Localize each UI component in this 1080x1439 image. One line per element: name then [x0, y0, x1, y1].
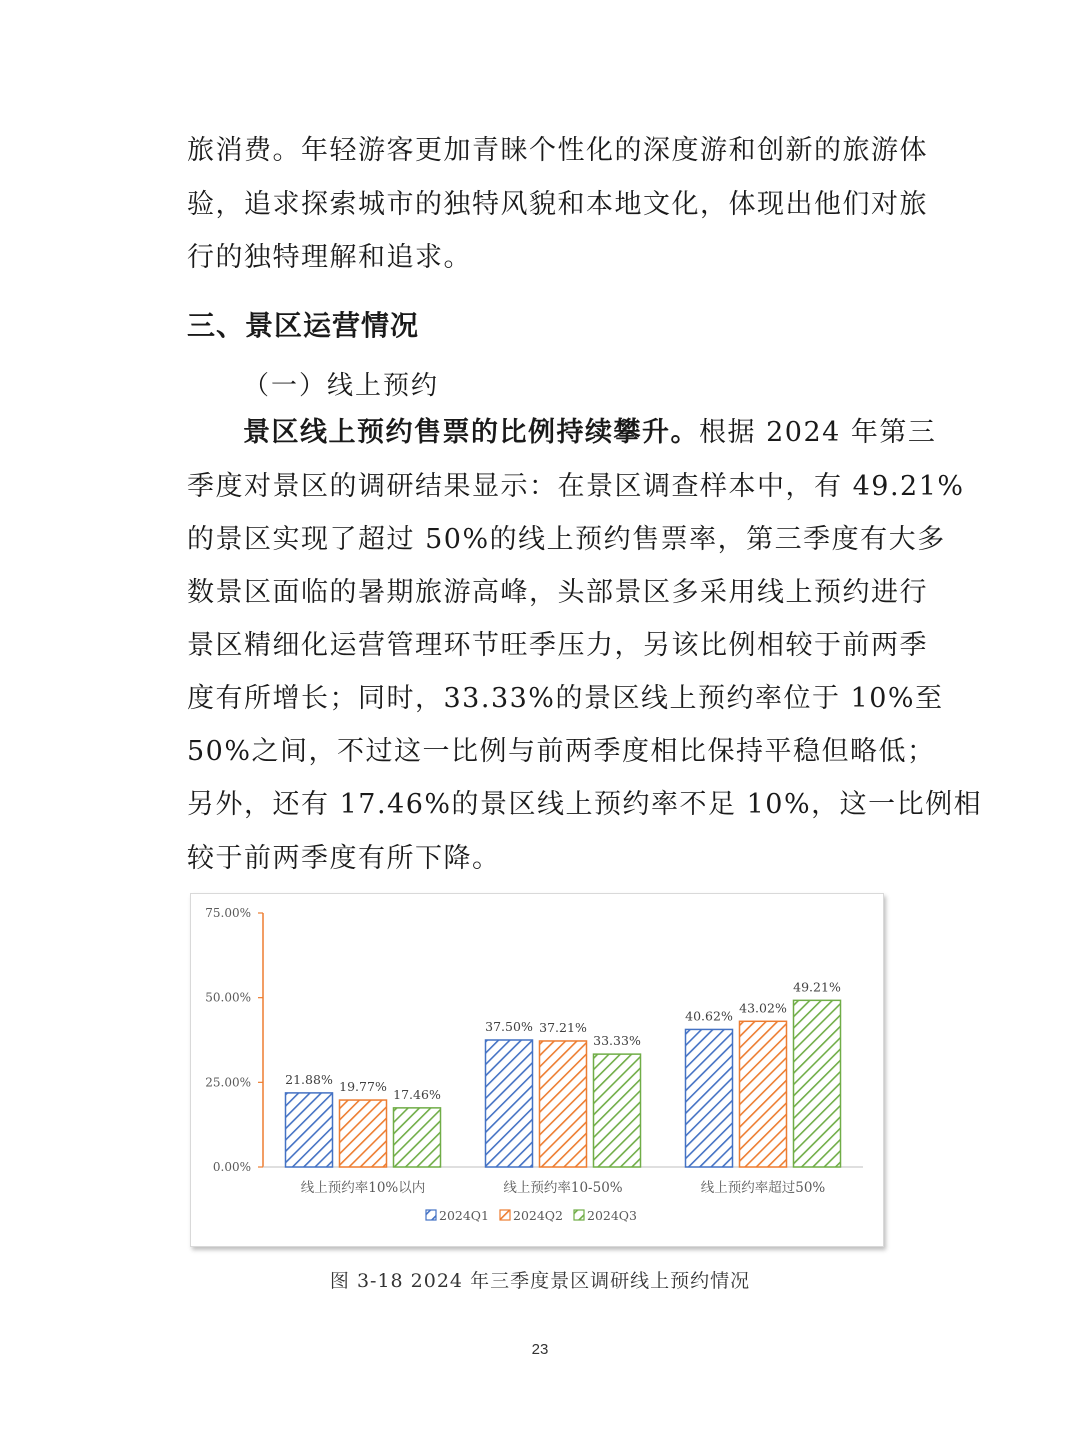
bar: [486, 1040, 533, 1167]
data-label: 21.88%: [285, 1071, 333, 1087]
legend-label: 2024Q2: [513, 1208, 564, 1223]
bar: [794, 1000, 841, 1167]
bar-chart: [190, 893, 884, 1247]
legend-label: 2024Q1: [439, 1208, 490, 1223]
bar: [540, 1041, 587, 1167]
bar: [686, 1029, 733, 1167]
paragraph-1-line-1: 旅消费。年轻游客更加青睐个性化的深度游和创新的旅游体: [187, 135, 928, 166]
data-label: 33.33%: [593, 1033, 641, 1049]
paragraph-2-line-2: 季度对景区的调研结果显示：在景区调查样本中，有 49.21%: [187, 471, 965, 502]
subsection-heading: （一）线上预约: [243, 371, 440, 401]
paragraph-1-line-2: 验，追求探索城市的独特风貌和本地文化，体现出他们对旅: [187, 189, 928, 220]
bar: [286, 1093, 333, 1167]
paragraph-2-first-line-rest: 根据 2024 年第三: [699, 417, 937, 448]
y-tick-label: 50.00%: [205, 990, 251, 1005]
paragraph-2-bold-lead: 景区线上预约售票的比例持续攀升。: [243, 417, 699, 448]
paragraph-2-line-9: 较于前两季度有所下降。: [187, 843, 501, 874]
section-heading: 三、景区运营情况: [187, 309, 420, 342]
legend-label: 2024Q3: [587, 1208, 638, 1223]
category-label: 线上预约率10-50%: [503, 1180, 623, 1196]
data-label: 49.21%: [793, 979, 841, 995]
category-label: 线上预约率超过50%: [700, 1180, 826, 1196]
bar: [340, 1100, 387, 1167]
y-tick-label: 0.00%: [212, 1160, 251, 1174]
legend-swatch: [574, 1210, 584, 1220]
paragraph-1-line-3: 行的独特理解和追求。: [187, 242, 472, 273]
bar: [594, 1054, 641, 1167]
paragraph-2-line-5: 景区精细化运营管理环节旺季压力，另该比例相较于前两季: [187, 630, 928, 661]
page-number: 23: [531, 1341, 549, 1358]
figure-caption: 图 3-18 2024 年三季度景区调研线上预约情况: [329, 1270, 751, 1292]
data-label: 43.02%: [739, 1000, 787, 1016]
y-tick-label: 25.00%: [205, 1075, 251, 1090]
data-label: 17.46%: [393, 1086, 441, 1102]
data-label: 40.62%: [685, 1008, 733, 1024]
paragraph-2-line-6: 度有所增长；同时，33.33%的景区线上预约率位于 10%至: [187, 683, 944, 714]
legend-swatch: [500, 1210, 510, 1220]
paragraph-2-line-7: 50%之间，不过这一比例与前两季度相比保持平稳但略低；: [187, 736, 936, 767]
category-label: 线上预约率10%以内: [300, 1180, 426, 1196]
paragraph-2-line-4: 数景区面临的暑期旅游高峰，头部景区多采用线上预约进行: [187, 577, 928, 608]
paragraph-2-line-1: [243, 406, 937, 460]
bar: [394, 1108, 441, 1167]
data-label: 19.77%: [339, 1079, 387, 1095]
legend-swatch: [426, 1210, 436, 1220]
paragraph-2-line-8: 另外，还有 17.46%的景区线上预约率不足 10%，这一比例相: [187, 789, 983, 820]
bar-chart-svg: [191, 894, 883, 1246]
y-tick-label: 75.00%: [205, 906, 251, 920]
paragraph-2-line-3: 的景区实现了超过 50%的线上预约售票率，第三季度有大多: [187, 524, 946, 555]
bar: [740, 1021, 787, 1167]
data-label: 37.21%: [539, 1019, 587, 1035]
data-label: 37.50%: [485, 1019, 533, 1034]
